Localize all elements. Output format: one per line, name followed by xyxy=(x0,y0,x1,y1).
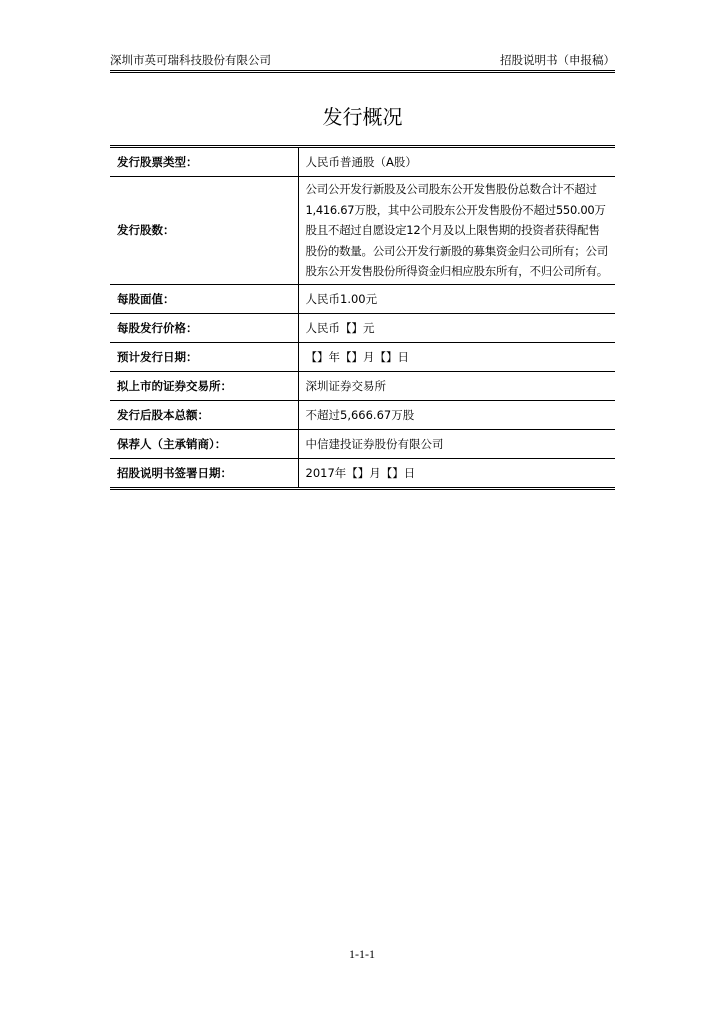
header-rule xyxy=(110,70,615,71)
table-row xyxy=(110,371,615,400)
row-value-issue-date: 【】年【】月【】日 xyxy=(305,349,409,364)
header-rule-secondary xyxy=(110,72,615,73)
header-company-name: 深圳市英可瑞科技股份有限公司 xyxy=(110,53,271,67)
row-value-total-shares: 不超过5,666.67万股 xyxy=(305,407,415,422)
row-label-signing-date: 招股说明书签署日期： xyxy=(110,458,298,488)
table-row xyxy=(110,458,615,488)
row-label-stock-type: 发行股票类型： xyxy=(110,147,298,177)
row-value-exchange: 深圳证券交易所 xyxy=(305,378,386,393)
row-value-sponsor: 中信建投证券股份有限公司 xyxy=(305,436,444,451)
row-label-sponsor: 保荐人（主承销商）： xyxy=(110,429,298,458)
row-value-share-count: 公司公开发行新股及公司股东公开发售股份总数合计不超过1,416.67万股，其中公司股东公开发售股份不超过550.00万股且不超过自愿设定12个月及以上限售期的投资者获得配售股份的数量。公司公开发行新股的募集资金归公司所有；公司股东公开发售股份所得资金归相应股东所有，不归公司所有。 xyxy=(305,182,608,278)
table-row xyxy=(110,429,615,458)
page-number: 1-1-1 xyxy=(349,947,375,961)
header-document-type: 招股说明书（申报稿） xyxy=(500,53,615,67)
row-value-stock-type: 人民币普通股（A股） xyxy=(305,155,417,169)
table-row xyxy=(110,284,615,313)
row-label-par-value: 每股面值： xyxy=(110,284,298,313)
row-label-issue-date: 预计发行日期： xyxy=(110,342,298,371)
table-row xyxy=(110,400,615,429)
row-value-signing-date: 2017年【】月【】日 xyxy=(305,465,416,480)
offering-overview-table xyxy=(110,145,615,490)
row-label-share-count: 发行股数： xyxy=(110,177,298,285)
table-row xyxy=(110,313,615,342)
row-label-total-shares: 发行后股本总额： xyxy=(110,400,298,429)
page-header xyxy=(110,52,615,70)
row-value-issue-price: 人民币【】元 xyxy=(305,320,375,335)
row-value-par-value: 人民币1.00元 xyxy=(305,291,378,306)
row-label-issue-price: 每股发行价格： xyxy=(110,313,298,342)
page-title: 发行概况 xyxy=(322,105,403,129)
table-row xyxy=(110,342,615,371)
table-row xyxy=(110,177,615,285)
row-label-exchange: 拟上市的证券交易所： xyxy=(110,371,298,400)
table-row xyxy=(110,147,615,177)
